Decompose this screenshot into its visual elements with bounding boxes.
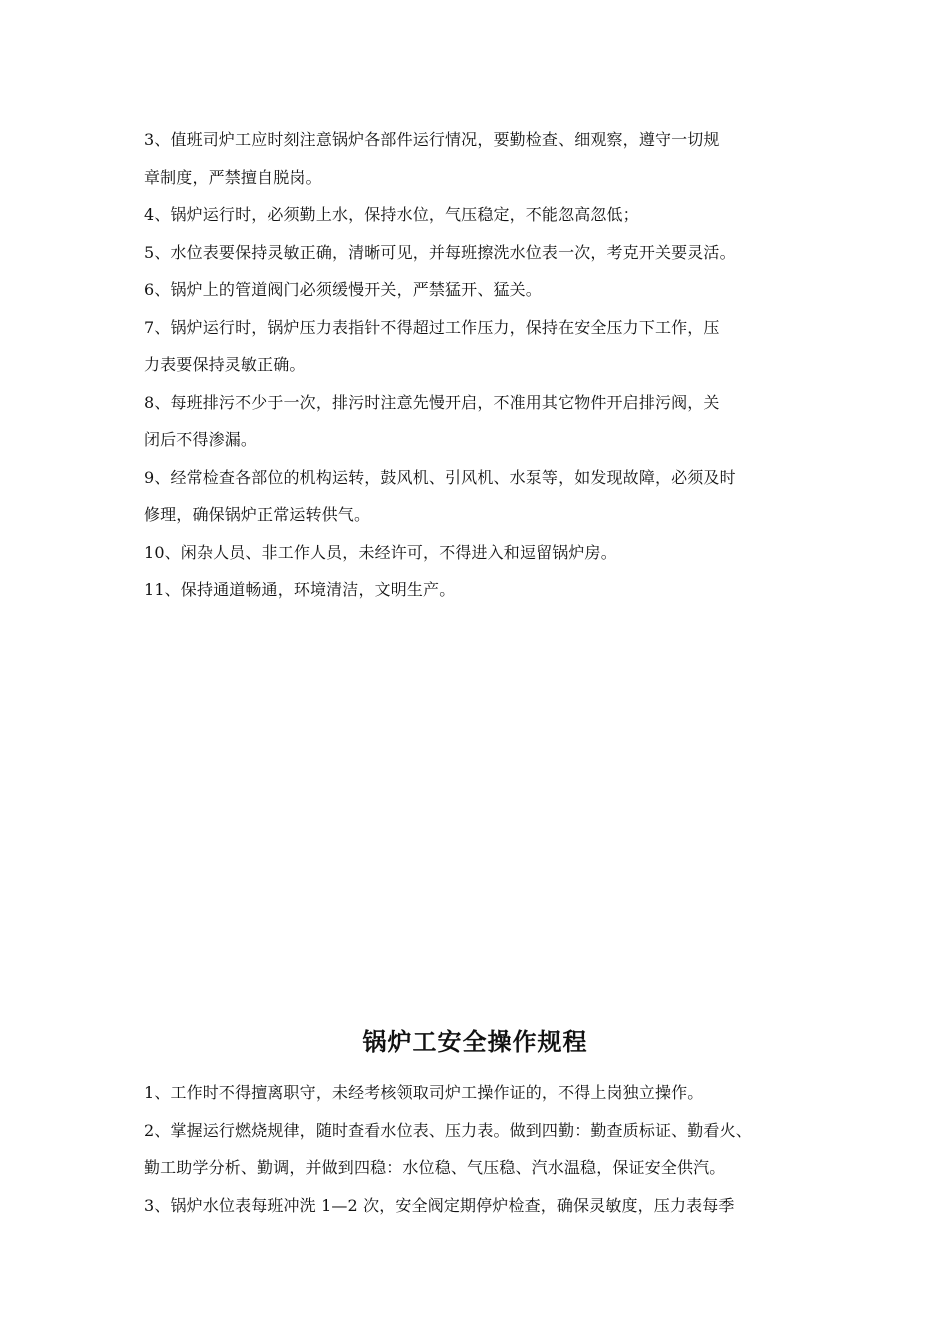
paragraph-line: 修理，确保锅炉正常运转供气。 (144, 505, 371, 524)
paragraph-line: 1、工作时不得擅离职守，未经考核领取司炉工操作证的，不得上岗独立操作。 (144, 1083, 704, 1102)
paragraph-line: 闭后不得渗漏。 (144, 430, 258, 449)
paragraph-line: 章制度，严禁擅自脱岗。 (144, 167, 322, 187)
paragraph-line: 3、锅炉水位表每班冲洗 1—2 次，安全阀定期停炉检查，确保灵敏度，压力表每季 (144, 1195, 735, 1215)
paragraph-line: 7、锅炉运行时，锅炉压力表指针不得超过工作压力，保持在安全压力下工作，压 (144, 317, 720, 337)
boiler-rules-section (144, 1074, 814, 1224)
document-title: 锅炉工安全操作规程 (362, 1027, 588, 1056)
paragraph-line: 10、闲杂人员、非工作人员，未经许可，不得进入和逗留锅炉房。 (144, 542, 617, 562)
paragraph-line: 4、锅炉运行时，必须勤上水，保持水位，气压稳定，不能忽高忽低； (144, 205, 639, 224)
paragraph-line: 9、经常检查各部位的机构运转，鼓风机、引风机、水泵等，如发现故障，必须及时 (144, 467, 736, 487)
paragraph-line: 2、掌握运行燃烧规律，随时查看水位表、压力表。做到四勤：勤查质标证、勤看火、 (144, 1120, 752, 1140)
paragraph-line: 勤工助学分析、勤调，并做到四稳：水位稳、气压稳、汽水温稳，保证安全供汽。 (144, 1158, 726, 1177)
paragraph-line: 3、值班司炉工应时刻注意锅炉各部件运行情况，要勤检查、细观察，遵守一切规 (144, 130, 720, 149)
paragraph-line: 8、每班排污不少于一次，排污时注意先慢开启，不准用其它物件开启排污阀，关 (144, 392, 720, 412)
rules-continuation-section (144, 121, 814, 609)
paragraph-line: 力表要保持灵敏正确。 (144, 355, 306, 374)
paragraph-line: 5、水位表要保持灵敏正确，清晰可见，并每班擦洗水位表一次，考克开关要灵活。 (144, 242, 736, 262)
paragraph-line: 6、锅炉上的管道阀门必须缓慢开关，严禁猛开、猛关。 (144, 280, 542, 299)
paragraph-line: 11、保持通道畅通，环境清洁，文明生产。 (144, 580, 456, 599)
